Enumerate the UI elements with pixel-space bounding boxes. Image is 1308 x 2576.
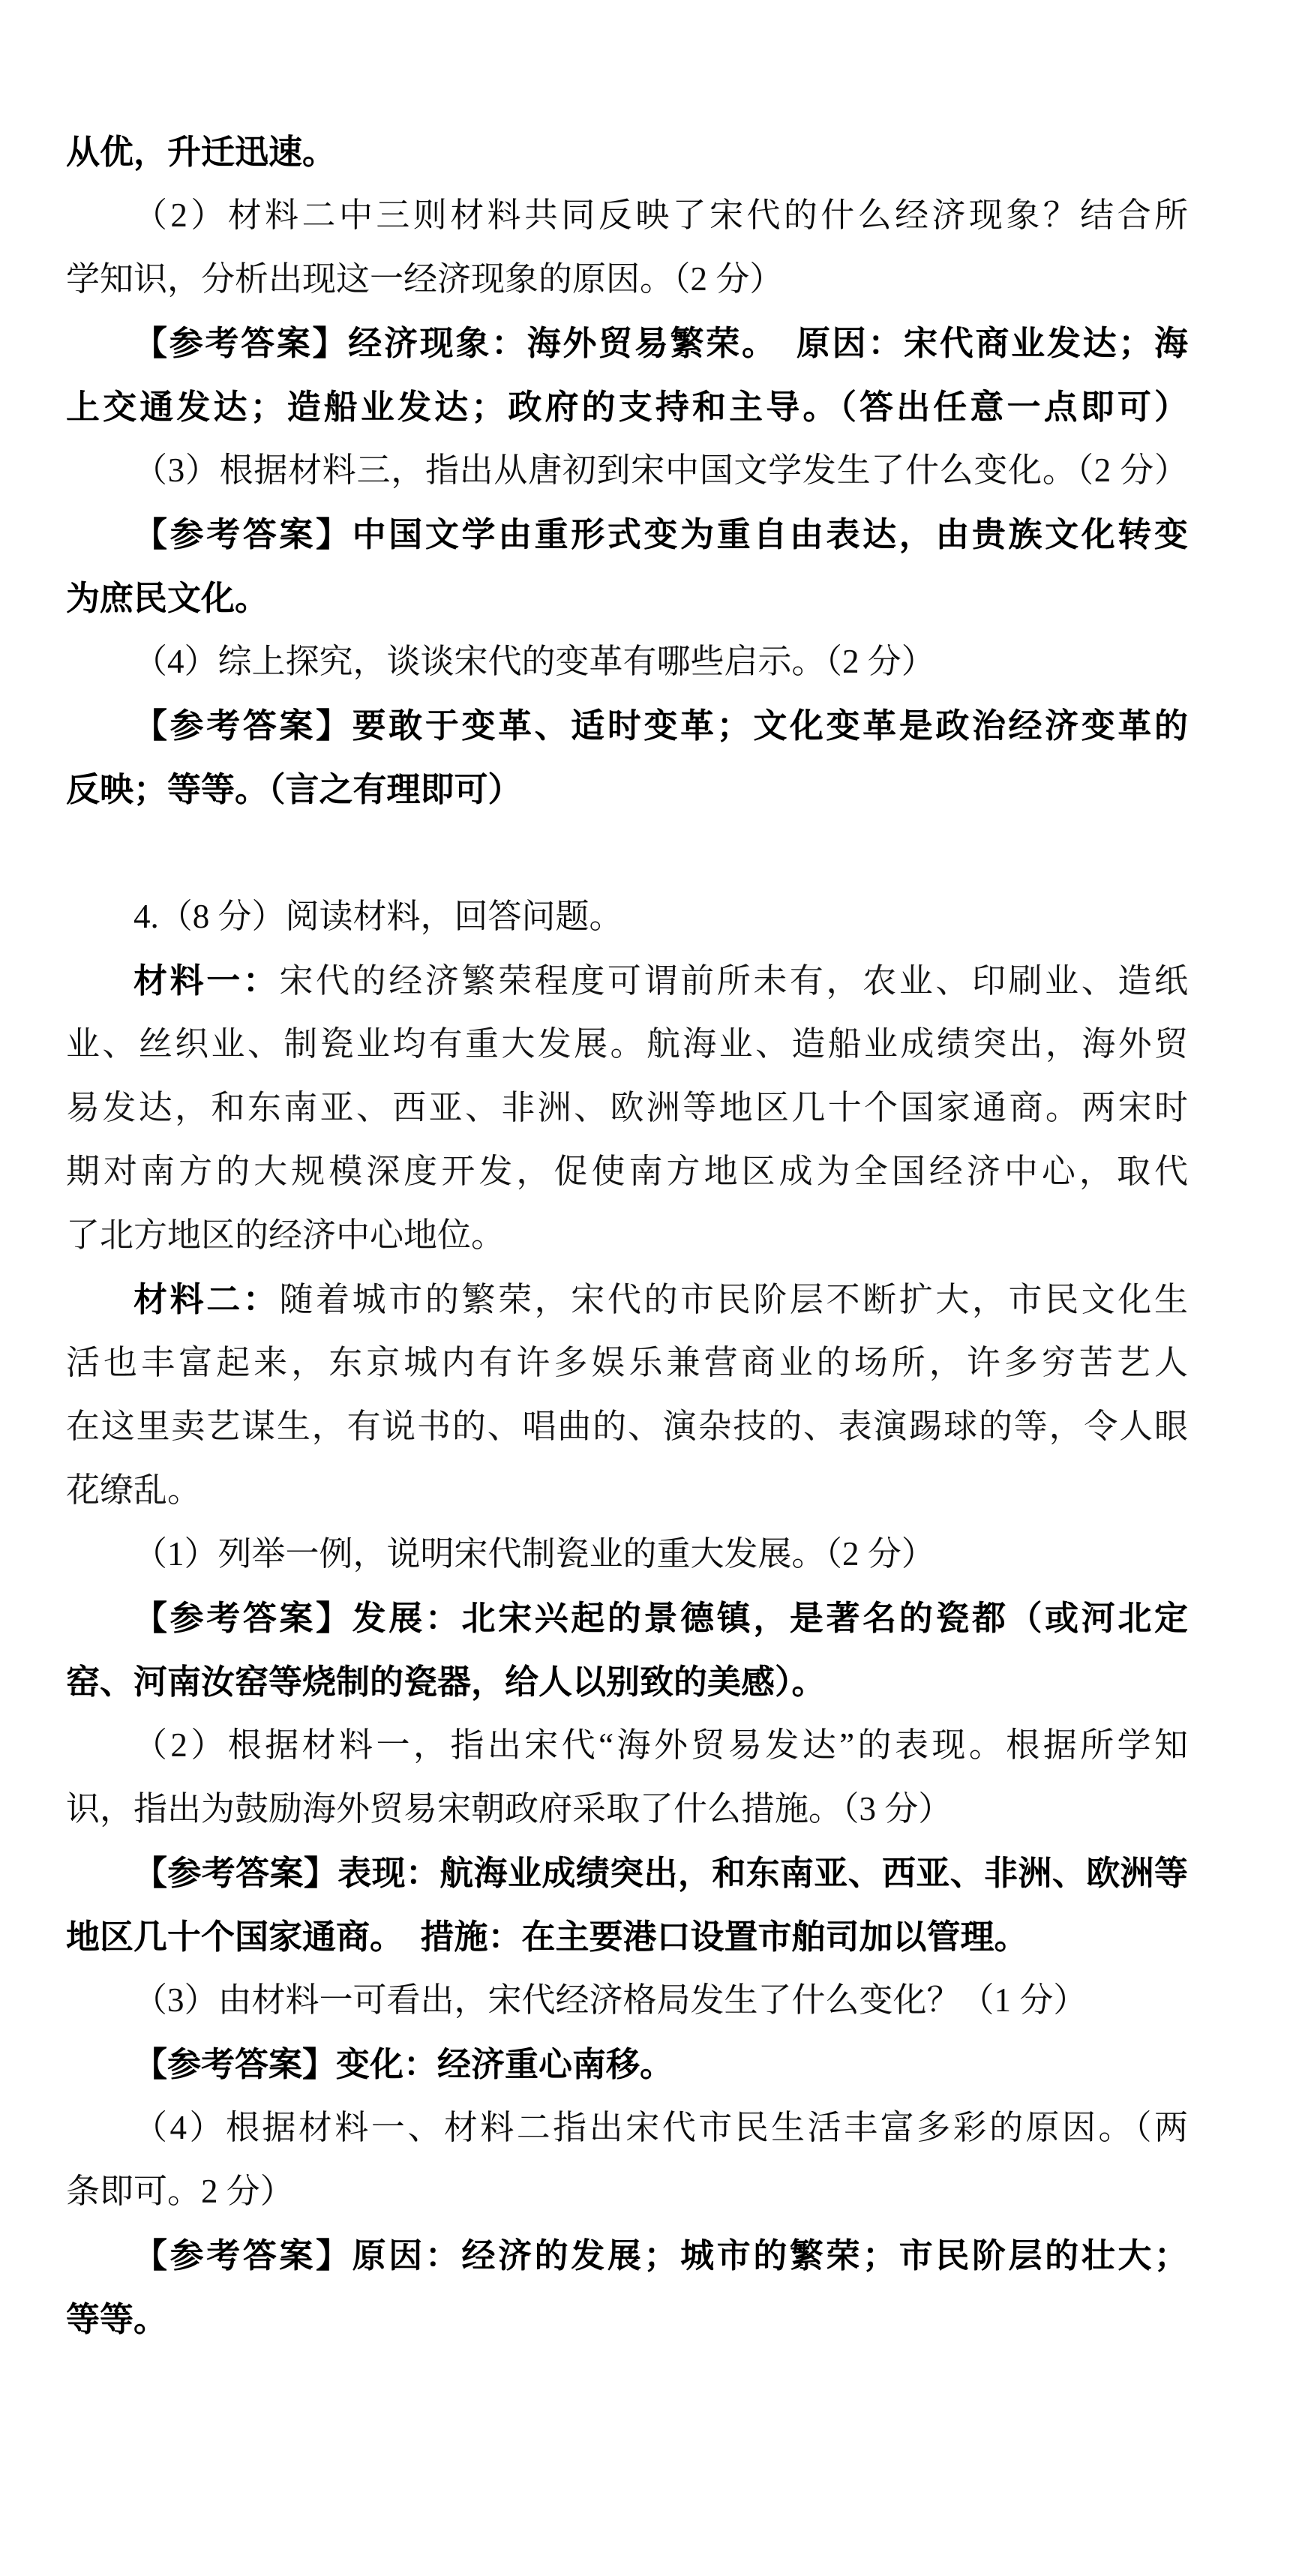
paragraph-3-answer xyxy=(66,311,1188,439)
paragraph-16-answer xyxy=(66,2032,1188,2096)
text-segment: 【参考答案】要敢于变革、适时变革；文化变革是政治经济变革的 xyxy=(134,706,1188,745)
text-segment: 【参考答案】发展：北宋兴起的景德镇，是著名的瓷都（或河北定 xyxy=(134,1599,1188,1637)
question-text-line xyxy=(66,1777,1188,1841)
text-segment: 为庶民文化。 xyxy=(66,579,269,617)
text-segment: （2）根据材料一，指出宋代“海外贸易发达”的表现。根据所学知 xyxy=(134,1726,1188,1764)
answer-text-line xyxy=(66,311,1188,375)
material-label: 材料二： xyxy=(134,1280,280,1318)
question-text-line xyxy=(66,1522,1188,1586)
answer-text-line xyxy=(66,2287,1188,2351)
answer-text-line xyxy=(66,375,1188,439)
text-segment: 4.（8 分）阅读材料，回答问题。 xyxy=(134,898,623,935)
text-segment: 【参考答案】变化：经济重心南移。 xyxy=(134,2045,674,2083)
question-text-line xyxy=(66,630,1188,694)
paragraph-17-question xyxy=(66,2096,1188,2224)
text-segment: 花缭乱。 xyxy=(66,1471,202,1509)
answer-text-line xyxy=(66,1586,1188,1650)
text-segment: 学知识，分析出现这一经济现象的原因。（2 分） xyxy=(66,260,784,298)
material-text-line xyxy=(66,949,1188,1012)
question-text-line xyxy=(66,247,1188,311)
question-text-line xyxy=(66,2160,1188,2224)
material-text-line xyxy=(66,1459,1188,1522)
text-segment: 期对南方的大规模深度开发，促使南方地区成为全国经济中心，取代 xyxy=(66,1153,1188,1190)
question-text-line xyxy=(66,1969,1188,2032)
material-text-line xyxy=(66,1140,1188,1204)
paragraph-9-material xyxy=(66,949,1188,1267)
text-segment: 【参考答案】中国文学由重形式变为重自由表达，由贵族文化转变 xyxy=(134,515,1188,553)
answer-text-line xyxy=(66,1905,1188,1969)
text-segment: 易发达，和东南亚、西亚、非洲、欧洲等地区几十个国家通商。两宋时 xyxy=(66,1089,1188,1126)
paragraph-12-answer xyxy=(66,1586,1188,1714)
paragraph-8-question xyxy=(66,885,1188,949)
material-label: 材料一： xyxy=(134,961,280,1000)
answer-text-line xyxy=(66,757,1188,821)
paragraph-6-question xyxy=(66,630,1188,694)
text-segment: 【参考答案】表现：航海业成绩突出，和东南亚、西亚、非洲、欧洲等 xyxy=(134,1854,1188,1892)
text-segment: 在这里卖艺谋生，有说书的、唱曲的、演杂技的、表演踢球的等，令人眼 xyxy=(66,1408,1188,1445)
material-text-line xyxy=(66,1012,1188,1076)
text-segment: 业、丝织业、制瓷业均有重大发展。航海业、造船业成绩突出，海外贸 xyxy=(66,1025,1188,1063)
text-segment: 反映；等等。（言之有理即可） xyxy=(66,770,522,808)
text-segment: 识，指出为鼓励海外贸易宋朝政府采取了什么措施。（3 分） xyxy=(66,1790,952,1828)
text-segment: 宋代的经济繁荣程度可谓前所未有，农业、印刷业、造纸 xyxy=(279,962,1188,1000)
answer-text-line xyxy=(66,1841,1188,1905)
answer-text-line xyxy=(66,566,1188,630)
text-segment: 上交通发达；造船业发达；政府的支持和主导。（答出任意一点即可） xyxy=(66,388,1188,426)
paragraph-4-question xyxy=(66,439,1188,502)
material-text-line xyxy=(66,1204,1188,1267)
text-segment: 了北方地区的经济中心地位。 xyxy=(66,1216,506,1254)
answer-text-line xyxy=(66,1650,1188,1714)
text-segment: 窑、河南汝窑等烧制的瓷器，给人以别致的美感）。 xyxy=(66,1663,826,1701)
paragraph-1-answer xyxy=(66,120,1188,184)
text-segment: （2）材料二中三则材料共同反映了宋代的什么经济现象？结合所 xyxy=(134,196,1188,234)
paragraph-7-answer xyxy=(66,694,1188,821)
paragraph-14-answer xyxy=(66,1841,1188,1969)
paragraph-11-question xyxy=(66,1522,1188,1586)
question-text-line xyxy=(66,2096,1188,2160)
question-text-line xyxy=(66,1714,1188,1777)
text-segment: 【参考答案】原因：经济的发展；城市的繁荣；市民阶层的壮大； xyxy=(134,2236,1188,2275)
answer-text-line xyxy=(66,2224,1188,2287)
text-segment: 地区几十个国家通商。 措施：在主要港口设置市舶司加以管理。 xyxy=(66,1918,1028,1956)
text-segment: 等等。 xyxy=(66,2300,168,2338)
text-segment: 【参考答案】经济现象：海外贸易繁荣。 原因：宋代商业发达；海 xyxy=(134,324,1188,362)
material-text-line xyxy=(66,1267,1188,1331)
paragraph-13-question xyxy=(66,1714,1188,1841)
text-segment: 随着城市的繁荣，宋代的市民阶层不断扩大，市民文化生 xyxy=(279,1281,1188,1318)
answer-text-line xyxy=(66,120,1188,184)
question-text-line xyxy=(66,885,1188,949)
text-segment: （3）根据材料三，指出从唐初到宋中国文学发生了什么变化。（2 分） xyxy=(134,451,1188,489)
paragraph-10-material xyxy=(66,1267,1188,1522)
text-segment: （4）综上探究，谈谈宋代的变革有哪些启示。（2 分） xyxy=(134,643,935,680)
answer-text-line xyxy=(66,694,1188,757)
material-text-line xyxy=(66,1331,1188,1395)
paragraph-2-question xyxy=(66,184,1188,311)
text-segment: 条即可。2 分） xyxy=(66,2173,294,2210)
paragraph-15-question xyxy=(66,1969,1188,2032)
text-segment: 从优，升迁迅速。 xyxy=(66,133,337,171)
material-text-line xyxy=(66,1395,1188,1459)
paragraph-18-answer xyxy=(66,2224,1188,2351)
question-text-line xyxy=(66,439,1188,502)
text-segment: （3）由材料一可看出，宋代经济格局发生了什么变化？（1 分） xyxy=(134,1981,1088,2019)
text-segment: 活也丰富起来，东京城内有许多娱乐兼营商业的场所，许多穷苦艺人 xyxy=(66,1344,1188,1381)
answer-text-line xyxy=(66,502,1188,566)
answer-text-line xyxy=(66,2032,1188,2096)
material-text-line xyxy=(66,1076,1188,1140)
text-segment: （4）根据材料一、材料二指出宋代市民生活丰富多彩的原因。（两 xyxy=(134,2109,1188,2146)
question-text-line xyxy=(66,184,1188,247)
paragraph-5-answer xyxy=(66,502,1188,630)
text-segment: （1）列举一例，说明宋代制瓷业的重大发展。（2 分） xyxy=(134,1535,935,1573)
